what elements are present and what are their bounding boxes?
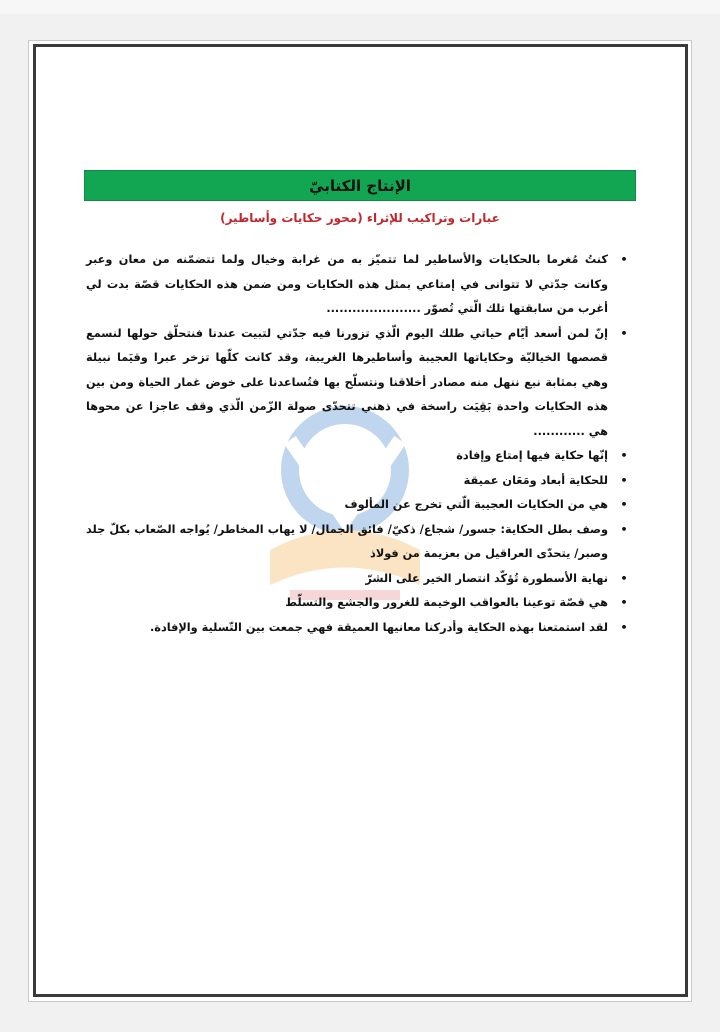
list-item-text: إنّ لمن أسعد أيّام حياتي طلك اليوم الّذي تزورنا فيه جدّتي لتبيت عندنا فنتحلّق حولها لنسمع قصصها الخياليّة وحكاياتها العجيبة وأساطيرها الغريبة، وقد كانت كلّها تزخر عبرا وقيَما نبيلة وهي بمثابة نبع ننهل منه مصادر أخلاقنا ونتسلّح بها فتُساعدنا على خوض غمار الحياة ومن بين هذه الحكايات واحدة بَقِيَت راسخة في ذهني تتحدّى صولة الزّمن الّذي وقف عاجزا عن محوها هي ............ — [86, 326, 608, 438]
document-subtitle: عبارات وتراكيب للإثراء (محور حكايات وأساطير) — [220, 211, 500, 225]
list-item — [86, 567, 628, 592]
list-item — [86, 518, 628, 567]
bullet-dot: • — [620, 498, 628, 511]
bullet-dot: • — [620, 620, 628, 634]
list-item-text: لقد استمتعنا بهذه الحكاية وأدركنا معانيها العميقة فهي جمعت بين التّسلية والإفادة. — [149, 620, 608, 634]
list-item-text: إنّها حكاية فيها إمتاع وإفادة — [456, 449, 608, 462]
bullet-dot: • — [620, 571, 628, 585]
list-item-text: هي قصّة توعينا بالعواقب الوخيمة للغرور والجشع والتسلّط — [285, 596, 608, 609]
list-item — [86, 616, 628, 641]
list-item-text: للحكاية أبعاد ومَعَان عميقة — [463, 473, 608, 487]
bullet-dot: • — [620, 596, 628, 609]
list-item — [86, 248, 628, 322]
document-title: الإنتاج الكتابيّ — [309, 176, 411, 195]
list-item-text: نهاية الأسطورة تُؤكّد انتصار الخير على الشرّ — [365, 571, 608, 585]
bullet-dot: • — [620, 326, 628, 340]
top-strip — [0, 0, 720, 14]
list-item-text: كنتُ مُغرما بالحكايات والأساطير لما تتميّز به من غرابة وخيال ولما تتضمّنه من معان وعبر وكانت جدّتي لا تتوانى في إمتاعي بمثل هذه الحكايات ومن ضمن هذه الحكايات قصّة بدت لي أغرب من سابقتها تلك الّتي تُصوّر ...................... — [86, 253, 608, 315]
bullet-dot: • — [620, 449, 628, 462]
bullet-dot: • — [620, 473, 628, 487]
list-item-text: هي من الحكايات العجيبة الّتي تخرج عن المألوف — [344, 498, 608, 511]
list-item — [86, 444, 628, 469]
list-item — [86, 322, 628, 445]
list-item — [86, 469, 628, 494]
bullet-dot: • — [620, 253, 628, 266]
bullet-list — [86, 248, 628, 640]
list-item — [86, 591, 628, 616]
list-item — [86, 493, 628, 518]
header-bar — [84, 170, 636, 201]
bullet-dot: • — [620, 522, 628, 536]
list-item-text: وصف بطل الحكاية: جسور/ شجاع/ ذكيّ/ فائق الجمال/ لا يهاب المخاطر/ يُواجه الصّعاب بكلّ جلد وصبر/ يتحدّى العراقيل من بعزيمة من فولاذ — [86, 522, 608, 560]
